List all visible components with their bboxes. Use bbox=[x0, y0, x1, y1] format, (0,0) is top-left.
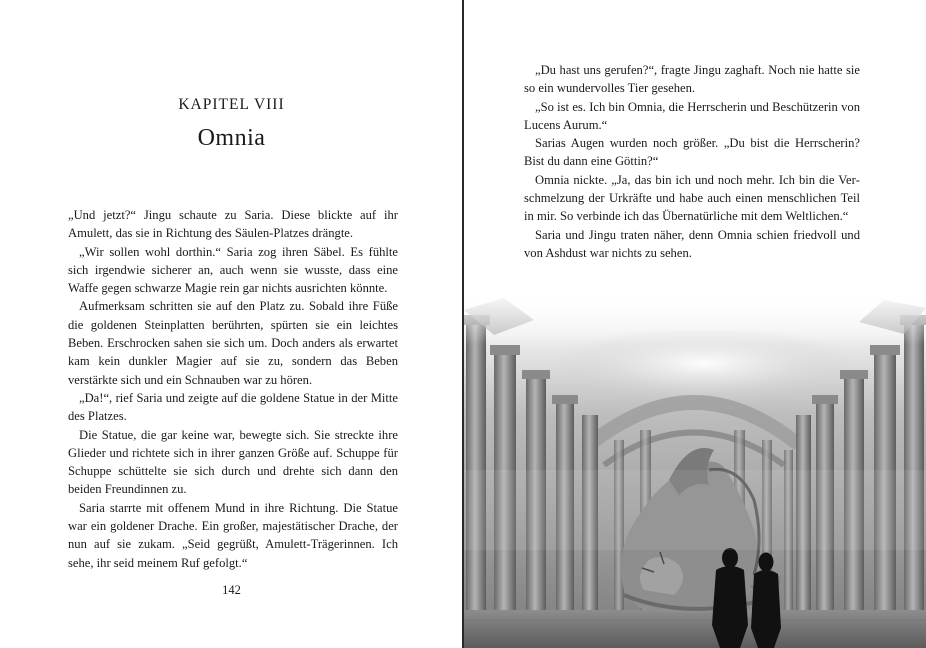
chapter-title: Omnia bbox=[197, 125, 266, 151]
paragraph: Sarias Augen wurden noch größer. „Du bist die Herrscherin? Bist du dann eine Göttin?“ bbox=[524, 136, 860, 169]
page-number: 142 bbox=[222, 583, 241, 597]
paragraph: Omnia nickte. „Ja, das bin ich und noch mehr. Ich bin die Verschmelzung der Urkräfte und habe auch einen menschlichen Teil in mir. So verbinde ich das Übernatürliche mit dem Weltlichen.“ bbox=[524, 172, 860, 224]
paragraph: „Du hast uns gerufen?“, fragte Jingu zaghaft. Noch nie hatte sie so ein wundervolles Tier gesehen. bbox=[524, 63, 860, 96]
paragraph: „So ist es. Ich bin Omnia, die Herrscherin und Beschützerin von Lucens Aurum.“ bbox=[524, 99, 860, 132]
paragraph: Saria und Jingu traten näher, denn Omnia schien friedvoll und von Ashdust war nichts zu sehen. bbox=[524, 227, 860, 260]
paragraph: Aufmerksam schritten sie auf den Platz zu. Sobald ihre Füße die goldenen Steinplatten berührten, spürten sie ein leichtes Beben. Erschrocken sahen sie sich um. Doch anders als erwartet kam kein dunkler Magier auf sie zu, sondern das Beben verstärkte sich und ein Schnauben war zu hören. bbox=[68, 299, 398, 387]
paragraph: Saria starrte mit offenem Mund in ihre Richtung. Die Statue war ein goldener Drache. Ein großer, majestätischer Drache, der nun auf sie zukam. „Seid gegrüßt, Amulett-Trägerinnen. Ich sehe, ihr seid meinem Ruf gefolgt.“ bbox=[68, 500, 398, 570]
paragraph: „Wir sollen wohl dorthin.“ Saria zog ihren Säbel. Es fühlte sich irgendwie sicherer an, auch wenn sie wusste, dass eine Waffe gegen schwarze Magie rein gar nichts ausrichten könnte. bbox=[68, 244, 398, 296]
right-page-body bbox=[524, 61, 860, 262]
illustration-dragon-temple bbox=[464, 290, 926, 648]
chapter-label: KAPITEL VIII bbox=[178, 96, 285, 113]
paragraph: Die Statue, die gar keine war, bewegte sich. Sie streckte ihre Glieder und richtete sich in ihrer ganzen Größe auf. Schuppe für Schuppe schüttelte sie sich durch und drehte sich dann den beiden Freundinnen zu. bbox=[68, 427, 398, 497]
left-page-body bbox=[68, 206, 398, 572]
paragraph: „Und jetzt?“ Jingu schaute zu Saria. Diese blickte auf ihr Amulett, das sie in Richtung des Säulen-Platzes drängte. bbox=[68, 208, 398, 241]
paragraph: „Da!“, rief Saria und zeigte auf die goldene Statue in der Mitte des Platzes. bbox=[68, 390, 398, 424]
right-page bbox=[464, 0, 926, 648]
